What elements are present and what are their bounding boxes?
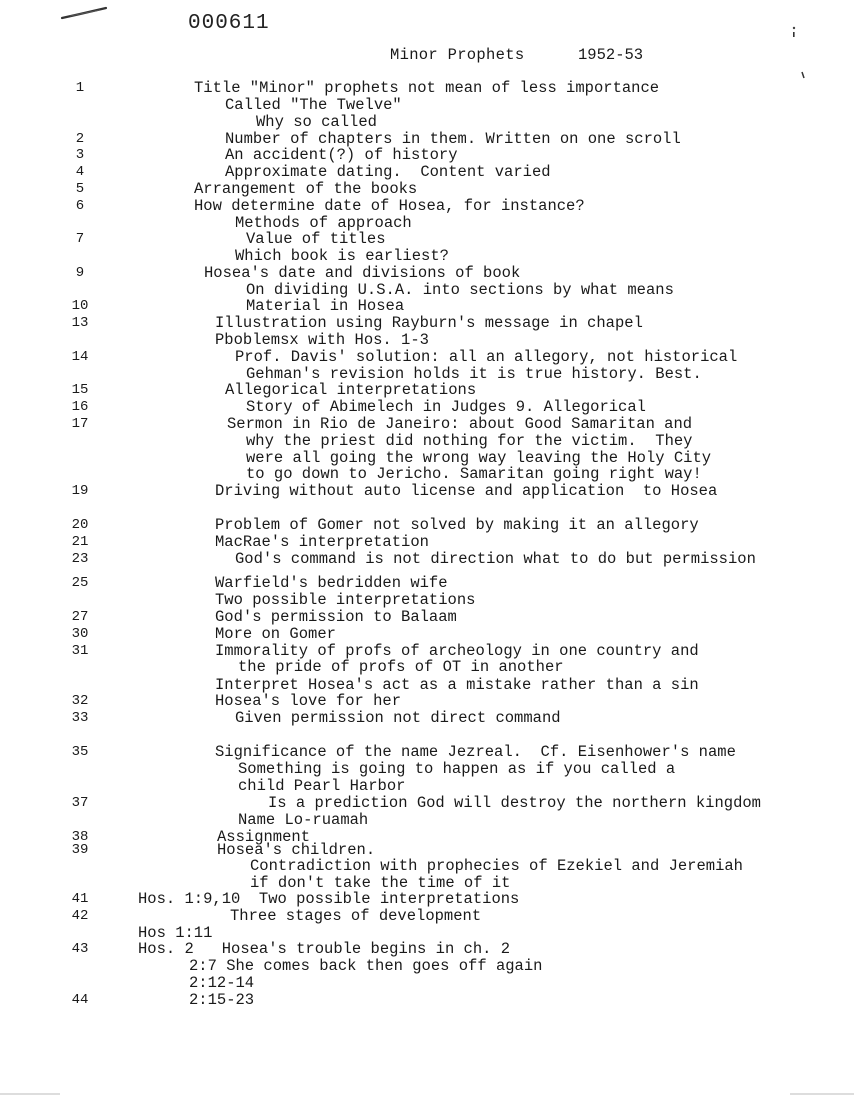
outline-line [0, 975, 854, 992]
outline-text: An accident(?) of history [225, 146, 458, 164]
outline-text: Called "The Twelve" [225, 96, 402, 114]
page-ref-number: 41 [71, 891, 89, 907]
page-ref-number: 42 [71, 908, 89, 924]
outline-text: God's permission to Balaam [215, 608, 457, 626]
outline-text: Sermon in Rio de Janeiro: about Good Samaritan and [227, 415, 693, 433]
pen-stroke-mark [60, 4, 110, 24]
outline-line [0, 181, 854, 198]
outline-line [0, 349, 854, 366]
outline-line [0, 693, 854, 710]
outline-text: Illustration using Rayburn's message in chapel [215, 314, 643, 332]
page-ref-number: 14 [71, 349, 89, 365]
page-ref-number: 20 [71, 517, 89, 533]
page-ref-number: 15 [71, 382, 89, 398]
page-ref-number: 16 [71, 399, 89, 415]
document-years: 1952-53 [578, 46, 644, 64]
page-ref-number: 25 [71, 575, 89, 591]
page-ref-number: 35 [71, 744, 89, 760]
page-ref-number: 43 [71, 941, 89, 957]
outline-line [0, 80, 854, 97]
outline-line [0, 891, 854, 908]
outline-line [0, 659, 854, 676]
outline-text: MacRae's interpretation [215, 533, 429, 551]
outline-line [0, 416, 854, 433]
outline-line [0, 315, 854, 332]
page-ref-number: 6 [75, 198, 85, 214]
outline-text: Story of Abimelech in Judges 9. Allegorical [246, 398, 646, 416]
outline-text: why the priest did nothing for the victim. They [246, 432, 693, 450]
document-id-stamp: 000611 [188, 12, 270, 35]
outline-line [0, 941, 854, 958]
outline-line [0, 778, 854, 795]
outline-text: Hosea's children. [217, 841, 376, 859]
page-ref-number: 31 [71, 643, 89, 659]
outline-line [0, 626, 854, 643]
outline-line [0, 744, 854, 761]
page-ref-number: 44 [71, 992, 89, 1008]
outline-text: Value of titles [246, 230, 386, 248]
outline-line [0, 198, 854, 215]
page-ref-number: 19 [71, 483, 89, 499]
outline-line [0, 248, 854, 265]
outline-text: Which book is earliest? [235, 247, 449, 265]
outline-line [0, 812, 854, 829]
outline-text: Approximate dating. Content varied [225, 163, 551, 181]
page-ref-number: 39 [71, 842, 89, 858]
outline-line [0, 575, 854, 592]
outline-text: Problem of Gomer not solved by making it an allegory [215, 516, 699, 534]
outline-text: On dividing U.S.A. into sections by what means [246, 281, 674, 299]
corner-speck-mark [788, 22, 808, 82]
outline-text: Contradiction with prophecies of Ezekiel and Jeremiah [250, 857, 743, 875]
outline-text: More on Gomer [215, 625, 336, 643]
page-ref-number: 7 [75, 231, 85, 247]
outline-line [0, 609, 854, 626]
outline-text: if don't take the time of it [250, 874, 511, 892]
outline-text: Gehman's revision holds it is true history. Best. [246, 365, 702, 383]
outline-line [0, 958, 854, 975]
outline-text: God's command is not direction what to do but permission [235, 550, 756, 568]
outline-text: Immorality of profs of archeology in one country and [215, 642, 699, 660]
outline-text: Name Lo-ruamah [238, 811, 369, 829]
bottom-edge-mark [0, 1090, 854, 1100]
outline-line [0, 164, 854, 181]
page-ref-number: 4 [75, 164, 85, 180]
outline-text: Given permission not direct command [235, 709, 561, 727]
outline-line [0, 534, 854, 551]
outline-text: Pboblemsx with Hos. 1-3 [215, 331, 429, 349]
outline-text: Warfield's bedridden wife [215, 574, 448, 592]
outline-line [0, 97, 854, 114]
outline-text: Hos. 1:9,10 Two possible interpretations [138, 890, 520, 908]
outline-line [0, 517, 854, 534]
outline-line [0, 592, 854, 609]
page-ref-number: 32 [71, 693, 89, 709]
page-ref-number: 27 [71, 609, 89, 625]
outline-line [0, 332, 854, 349]
outline-text: Material in Hosea [246, 297, 405, 315]
outline-text: Hos. 2 Hosea's trouble begins in ch. 2 [138, 940, 511, 958]
page-ref-number: 5 [75, 181, 85, 197]
outline-line [0, 858, 854, 875]
outline-text: child Pearl Harbor [238, 777, 406, 795]
page-ref-number: 17 [71, 416, 89, 432]
outline-line [0, 114, 854, 131]
outline-text: Assignment [217, 828, 311, 846]
outline-text: 2:15-23 [189, 991, 255, 1009]
outline-line [0, 992, 854, 1009]
page-ref-number: 3 [75, 147, 85, 163]
page-ref-number: 2 [75, 131, 85, 147]
outline-text: Driving without auto license and application to Hosea [215, 482, 718, 500]
outline-line [0, 795, 854, 812]
outline-text: Why so called [256, 113, 377, 131]
outline-line [0, 399, 854, 416]
outline-text: 2:12-14 [189, 974, 255, 992]
outline-text: Arrangement of the books [194, 180, 418, 198]
outline-text: Is a prediction God will destroy the northern kingdom [268, 794, 761, 812]
outline-text: Three stages of development [230, 907, 482, 925]
outline-text: Hosea's love for her [215, 692, 402, 710]
document-title: Minor Prophets [390, 46, 525, 64]
outline-text: Hosea's date and divisions of book [204, 264, 521, 282]
outline-line [0, 382, 854, 399]
outline-line [0, 908, 854, 925]
outline-line [0, 466, 854, 483]
outline-line [0, 231, 854, 248]
outline-line [0, 282, 854, 299]
outline-text: to go down to Jericho. Samaritan going right way! [246, 465, 702, 483]
outline-text: Something is going to happen as if you called a [238, 760, 676, 778]
outline-text: Hos 1:11 [138, 924, 213, 942]
page-ref-number: 37 [71, 795, 89, 811]
outline-text: Title "Minor" prophets not mean of less importance [194, 79, 660, 97]
outline-text: Methods of approach [235, 214, 412, 232]
page-ref-number: 38 [71, 829, 89, 845]
page-ref-number: 23 [71, 551, 89, 567]
outline-text: Two possible interpretations [215, 591, 476, 609]
page-ref-number: 10 [71, 298, 89, 314]
page-ref-number: 30 [71, 626, 89, 642]
page-ref-number: 13 [71, 315, 89, 331]
outline-text: the pride of profs of OT in another [238, 658, 564, 676]
outline-text: Interpret Hosea's act as a mistake rather than a sin [215, 676, 699, 694]
outline-line [0, 265, 854, 282]
page-ref-number: 33 [71, 710, 89, 726]
outline-line [0, 761, 854, 778]
page-ref-number: 21 [71, 534, 89, 550]
outline-line [0, 298, 854, 315]
outline-text: Significance of the name Jezreal. Cf. Eisenhower's name [215, 743, 736, 761]
outline-text: 2:7 She comes back then goes off again [189, 957, 543, 975]
page-ref-number: 1 [75, 80, 85, 96]
outline-line [0, 433, 854, 450]
outline-text: were all going the wrong way leaving the Holy City [246, 449, 712, 467]
outline-line [0, 147, 854, 164]
outline-line [0, 551, 854, 568]
outline-line [0, 677, 854, 694]
outline-text: Prof. Davis' solution: all an allegory, not historical [235, 348, 738, 366]
outline-text: Number of chapters in them. Written on one scroll [225, 130, 681, 148]
outline-text: How determine date of Hosea, for instance? [194, 197, 585, 215]
outline-line [0, 710, 854, 727]
outline-line [0, 215, 854, 232]
outline-line [0, 483, 854, 500]
outline-text: Allegorical interpretations [225, 381, 477, 399]
page-ref-number: 9 [75, 265, 85, 281]
